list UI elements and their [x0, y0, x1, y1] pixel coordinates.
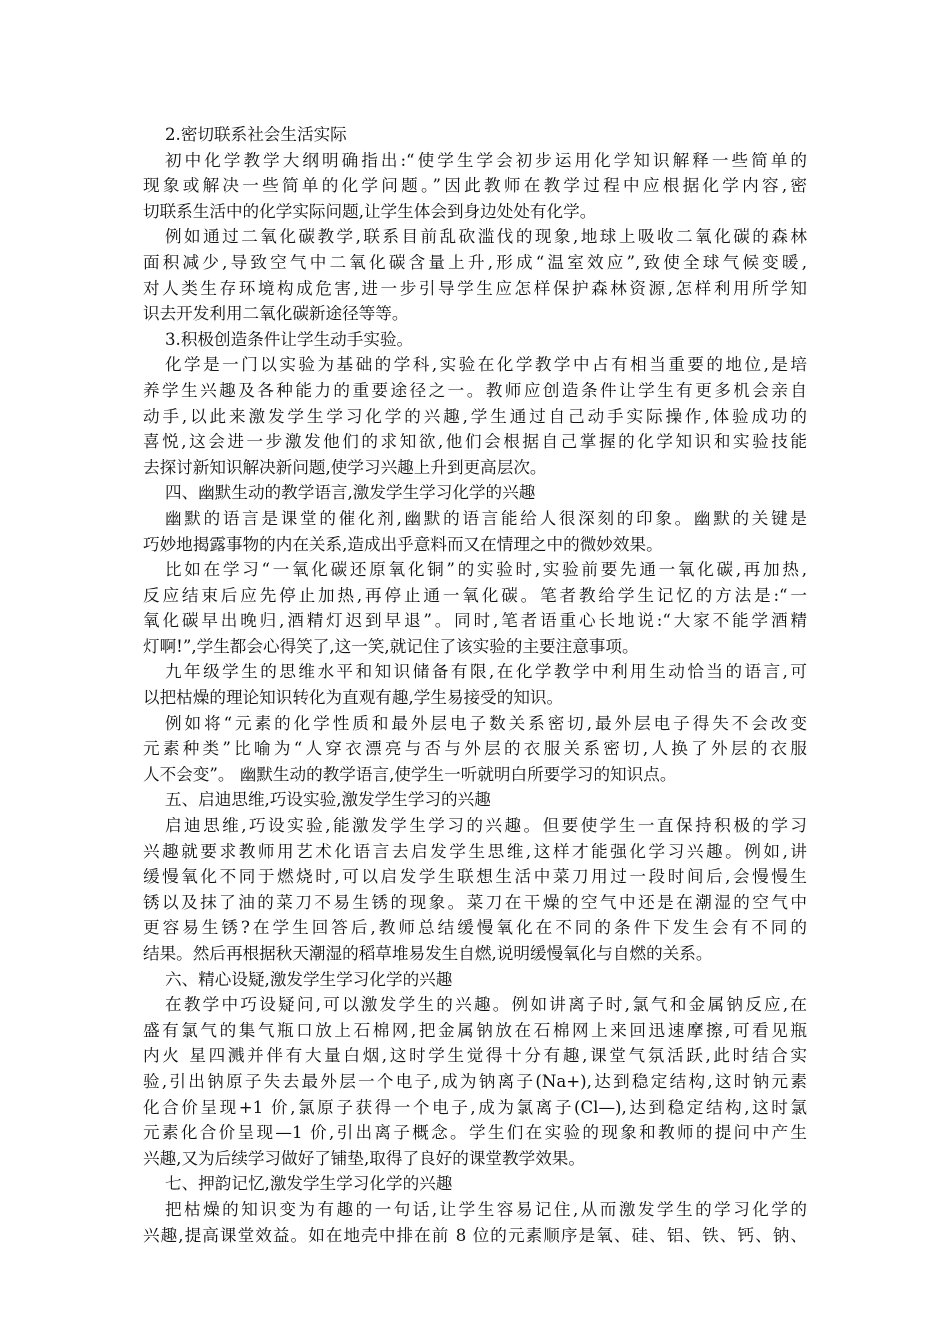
paragraph-line: 比如在学习“一氧化碳还原氧化铜”的实验时,实验前要先通一氧化碳,再加热,	[165, 560, 807, 580]
section-heading: 四、幽默生动的教学语言,激发学生学习化学的兴趣	[165, 483, 536, 503]
paragraph-line: 兴趣就要求教师用艺术化语言去启发学生思维,这样才能强化学习兴趣。例如,讲	[143, 841, 807, 861]
paragraph-line: 例如通过二氧化碳教学,联系目前乱砍滥伐的现象,地球上吸收二氧化碳的森林	[165, 227, 807, 247]
paragraph-line: 现象或解决一些简单的化学问题。”因此教师在教学过程中应根据化学内容,密	[143, 176, 807, 196]
paragraph-line: 以把枯燥的理论知识转化为直观有趣,学生易接受的知识。	[143, 688, 564, 708]
section-heading: 2.密切联系社会生活实际	[165, 125, 347, 144]
paragraph-line: 在教学中巧设疑问,可以激发学生的兴趣。例如讲离子时,氯气和金属钠反应,在	[165, 995, 807, 1015]
paragraph-line: 灯啊!”,学生都会心得笑了,这一笑,就记住了该实验的主要注意事项。	[143, 636, 639, 656]
paragraph-line: 锈以及抹了油的菜刀不易生锈的现象。菜刀在干燥的空气中还是在潮湿的空气中	[143, 892, 807, 912]
paragraph-line: 化合价呈现+1 价,氯原子获得一个电子,成为氯离子(Cl—),达到稳定结构,这时氯	[143, 1097, 807, 1117]
paragraph-line: 元素化合价呈现—1 价,引出离子概念。学生们在实验的现象和教师的提问中产生	[143, 1123, 807, 1143]
paragraph-line: 更容易生锈?在学生回答后,教师总结缓慢氧化在不同的条件下发生会有不同的	[143, 918, 807, 938]
paragraph-line: 把枯燥的知识变为有趣的一句话,让学生容易记住,从而激发学生的学习化学的	[165, 1199, 807, 1219]
paragraph-line: 识去开发利用二氧化碳新途径等等。	[143, 304, 409, 324]
paragraph-line: 结果。然后再根据秋天潮湿的稻草堆易发生自燃,说明缓慢氧化与自燃的关系。	[143, 944, 713, 963]
paragraph-line: 切联系生活中的化学实际问题,让学生体会到身边处处有化学。	[143, 201, 597, 221]
section-heading: 五、启迪思维,巧设实验,激发学生学习的兴趣	[165, 790, 491, 810]
paragraph-line: 兴趣,又为后续学习做好了铺垫,取得了良好的课堂教学效果。	[143, 1148, 585, 1168]
paragraph-line: 化学是一门以实验为基础的学科,实验在化学教学中占有相当重要的地位,是培	[165, 355, 807, 375]
paragraph-line: 盛有氯气的集气瓶口放上石棉网,把金属钠放在石棉网上来回迅速摩擦,可看见瓶	[143, 1020, 807, 1040]
paragraph-line: 启迪思维,巧设实验,能激发学生学习的兴趣。但要使学生一直保持积极的学习	[165, 816, 807, 836]
paragraph-line: 面积减少,导致空气中二氧化碳含量上升,形成“温室效应”,致使全球气候变暖,	[143, 252, 807, 272]
paragraph-line: 九年级学生的思维水平和知识储备有限,在化学教学中利用生动恰当的语言,可	[165, 662, 807, 682]
paragraph-line: 反应结束后应先停止加热,再停止通一氧化碳。笔者教给学生记忆的方法是:“一	[143, 585, 807, 605]
paragraph-line: 动手,以此来激发学生学习化学的兴趣,学生通过自己动手实际操作,体验成功的	[143, 406, 807, 426]
paragraph-line: 例如将“元素的化学性质和最外层电子数关系密切,最外层电子得失不会改变	[165, 713, 807, 733]
paragraph-line: 养学生兴趣及各种能力的重要途径之一。教师应创造条件让学生有更多机会亲自	[143, 380, 807, 400]
paragraph-line: 对人类生存环境构成危害,进一步引导学生应怎样保护森林资源,怎样利用所学知	[143, 278, 807, 298]
paragraph-line: 氧化碳早出晚归,酒精灯迟到早退”。同时,笔者语重心长地说:“大家不能学酒精	[143, 611, 807, 631]
section-heading: 七、押韵记忆,激发学生学习化学的兴趣	[165, 1174, 453, 1194]
paragraph-line: 喜悦,这会进一步激发他们的求知欲,他们会根据自己掌握的化学知识和实验技能	[143, 432, 807, 452]
paragraph-line: 巧妙地揭露事物的内在关系,造成出乎意料而又在情理之中的微妙效果。	[143, 534, 663, 554]
paragraph-line: 兴趣,提高课堂效益。如在地壳中排在前 8 位的元素顺序是氧、硅、铝、铁、钙、钠、	[143, 1225, 807, 1245]
paragraph-line: 内火 星四溅并伴有大量白烟,这时学生觉得十分有趣,课堂气氛活跃,此时结合实	[143, 1046, 807, 1066]
paragraph-line: 初中化学教学大纲明确指出:“使学生学会初步运用化学知识解释一些简单的	[165, 150, 807, 170]
paragraph-line: 验,引出钠原子失去最外层一个电子,成为钠离子(Na+),达到稳定结构,这时钠元素	[143, 1071, 807, 1091]
section-heading: 六、精心设疑,激发学生学习化学的兴趣	[165, 969, 453, 989]
document-body	[143, 122, 807, 1248]
paragraph-line: 人不会变”。 幽默生动的教学语言,使学生一听就明白所要学习的知识点。	[143, 764, 677, 784]
section-heading: 3.积极创造条件让学生动手实验。	[165, 329, 414, 349]
paragraph-line: 元素种类”比喻为“人穿衣漂亮与否与外层的衣服关系密切,人换了外层的衣服	[143, 739, 807, 759]
paragraph-line: 幽默的语言是课堂的催化剂,幽默的语言能给人很深刻的印象。幽默的关键是	[165, 508, 807, 528]
paragraph-line: 去探讨新知识解决新问题,使学习兴趣上升到更高层次。	[143, 457, 547, 477]
paragraph-line: 缓慢氧化不同于燃烧时,可以启发学生联想生活中菜刀用过一段时间后,会慢慢生	[143, 867, 807, 887]
